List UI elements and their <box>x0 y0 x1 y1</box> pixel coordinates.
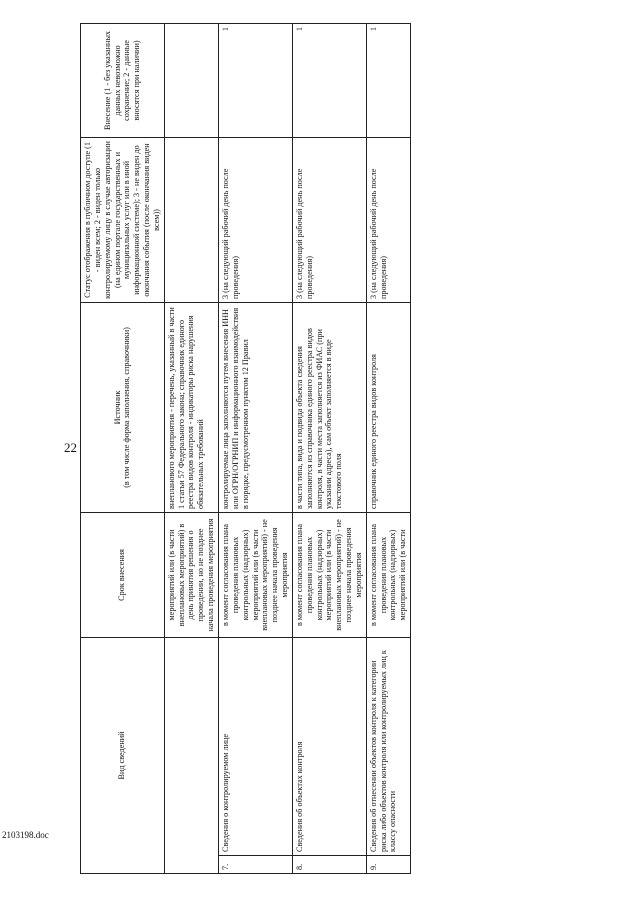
table-row <box>366 23 410 873</box>
table-row <box>292 23 366 873</box>
data-table <box>80 23 411 874</box>
row-entry: 1 <box>292 23 366 137</box>
table-header-row <box>81 23 165 873</box>
continuation-kind-cell <box>164 637 218 873</box>
header-status: Статус отображения в публичном доступе (1 - виден всем; 2 - виден только контролируемому лицу в случае авторизации (на едином портале государственных и муниципальных услуг или в иной информационной системе); 3 - не виден до окончания события (после окончания виден всем)) <box>81 137 165 302</box>
continuation-source: внепланового мероприятия - перечень, указанный в части 1 статьи 57 Федерального закона; справочник единого реестра видов контроля - индикаторы риска нарушения обязательных требований <box>164 302 218 512</box>
header-entry: Внесение (1 - без указанных данных невозможно сохранение; 2 - данные вносятся при наличии) <box>81 23 165 137</box>
row-number: 9. <box>366 856 410 874</box>
header-source: Источник (в том числе форма заполнения, справочники) <box>81 302 165 512</box>
row-source: в части типа, вида и подвида объекта сведения заполняются из справочника единого реестра видов контроля, в части места заполняется из ФИАС (при указании адреса), сам объект заполняется в виде текстового поля <box>292 302 366 512</box>
row-source: контролируемые лица заполняются путем внесения ИНН или ОГРН/ОГРНИП и информационного взаимодействия в порядке, предусмотренном пунктом 12 Правил <box>218 302 292 512</box>
row-status: 3 (на следующий рабочий день после проведения) <box>366 137 410 302</box>
row-entry: 1 <box>218 23 292 137</box>
row-deadline: в момент согласования плана проведения плановых контрольных (надзорных) мероприятий или (в части внеплановых мероприятий) - не позднее начала проведения мероприятия <box>218 512 292 637</box>
row-kind: Сведения о контролируемом лице <box>218 637 292 855</box>
row-number: 8. <box>292 856 366 874</box>
row-deadline: в момент согласования плана проведения плановых контрольных (надзорных) мероприятий или (в части внеплановых мероприятий) - не позднее начала проведения мероприятия <box>292 512 366 637</box>
header-deadline: Срок внесения <box>81 512 165 637</box>
row-kind: Сведения об отнесении объектов контроля к категории риска либо объектов контроля или контролируемых лиц к классу опасности <box>366 637 410 855</box>
table-row <box>218 23 292 873</box>
continuation-entry-cell <box>164 23 218 137</box>
row-deadline: в момент согласования плана проведения плановых контрольных (надзорных) мероприятий или (в части <box>366 512 410 637</box>
row-kind: Сведения об объектах контроля <box>292 637 366 855</box>
page-number: 22 <box>64 440 77 455</box>
row-source: справочник единого реестра видов контроля <box>366 302 410 512</box>
file-name: 2103198.doc <box>2 830 49 840</box>
row-entry: 1 <box>366 23 410 137</box>
table-row <box>164 23 218 873</box>
continuation-status-cell <box>164 137 218 302</box>
row-status: 3 (на следующий рабочий день после проведения) <box>292 137 366 302</box>
rotated-table-wrapper <box>80 24 408 874</box>
row-status: 3 (на следующий рабочий день после проведения) <box>218 137 292 302</box>
continuation-deadline: мероприятий или (в части внеплановых мероприятий) в день принятия решения о проведении, но не позднее начала проведения мероприятия <box>164 512 218 637</box>
row-number: 7. <box>218 856 292 874</box>
header-kind: Вид сведений <box>81 637 165 873</box>
